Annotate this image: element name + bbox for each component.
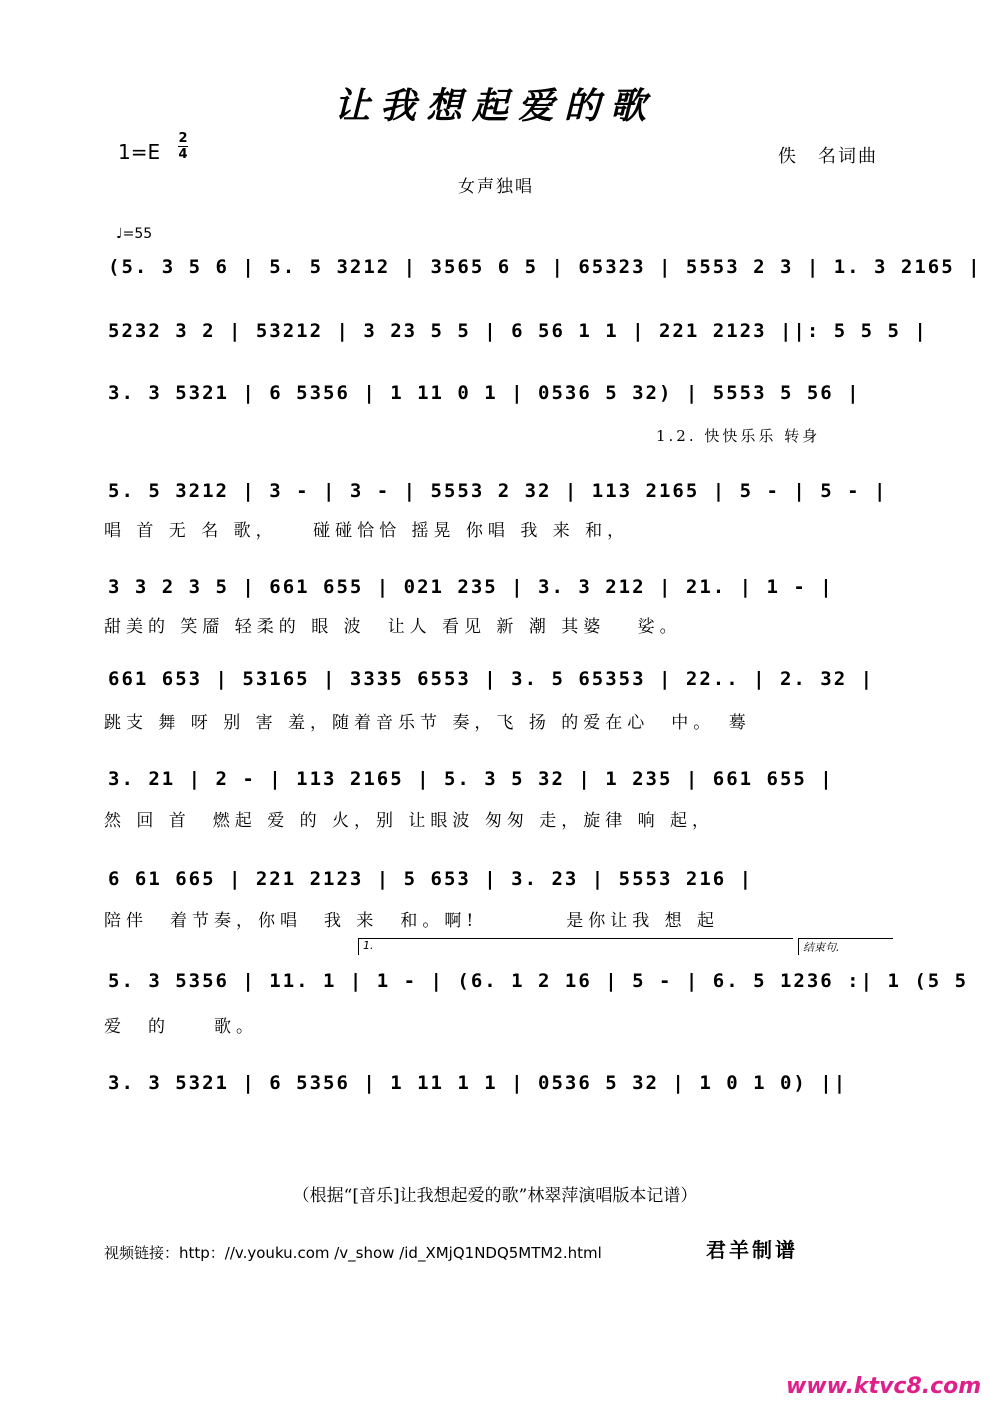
transcriber-signature: 君羊制谱 (706, 1238, 798, 1262)
key-signature: 1=E (118, 140, 161, 164)
score-row-7-notes: 3. 21 | 2 - | 113 2165 | 5. 3 5 32 | 1 235 | 661 655 | (108, 768, 834, 790)
score-row-4-notes: 5. 5 3212 | 3 - | 3 - | 5553 2 32 | 113 2165 | 5 - | 5 - | (108, 480, 888, 502)
score-row-3-lyrics: 1.2. 快快乐乐 转身 (656, 427, 821, 445)
transcription-note: （根据“[音乐]让我想起爱的歌”林翠萍演唱版本记谱） (292, 1186, 698, 1206)
score-row-3-notes: 3. 3 5321 | 6 5356 | 1 11 0 1 | 0536 5 32) | 5553 5 56 | (108, 382, 861, 404)
song-title: 让我想起爱的歌 (333, 85, 656, 127)
first-ending-bracket: 1. (358, 938, 793, 955)
score-row-10-notes: 3. 3 5321 | 6 5356 | 1 11 1 1 | 0536 5 32 | 1 0 1 0) || (108, 1072, 848, 1094)
meter-bottom: 4 (178, 147, 188, 162)
ending-bracket-label: 结束句. (798, 938, 893, 955)
meter-top: 2 (178, 131, 188, 146)
score-row-2-notes: 5232 3 2 | 53212 | 3 23 5 5 | 6 56 1 1 | 221 2123 ||: 5 5 5 | (108, 320, 928, 342)
score-row-5-lyrics: 甜美的 笑靥 轻柔的 眼 波 让人 看见 新 潮 其婆 娑。 (104, 617, 682, 637)
score-row-1-notes: (5. 3 5 6 | 5. 5 3212 | 3565 6 5 | 65323 | 5553 2 3 | 1. 3 2165 | (108, 256, 982, 278)
score-row-8-notes: 6 61 665 | 221 2123 | 5 653 | 3. 23 | 5553 216 | (108, 868, 754, 890)
video-link[interactable]: 视频链接：http：//v.youku.com /v_show /id_XMjQ1NDQ5MTM2.html (104, 1244, 602, 1262)
score-row-7-lyrics: 然 回 首 燃起 爱 的 火，别 让眼波 匆匆 走，旋律 响 起， (104, 811, 715, 831)
time-signature (178, 132, 188, 161)
score-row-9-notes: 5. 3 5356 | 11. 1 | 1 - | (6. 1 2 16 | 5 - | 6. 5 1236 :| 1 (5 5 (108, 970, 969, 992)
composer-credit: 佚 名词曲 (778, 146, 878, 167)
score-row-8-lyrics: 陪伴 着节奏，你唱 我 来 和。啊! 是你让我 想 起 (104, 911, 720, 931)
site-watermark: www.ktvc8.com (786, 1374, 982, 1399)
score-row-5-notes: 3 3 2 3 5 | 661 655 | 021 235 | 3. 3 212 | 21. | 1 - | (108, 576, 834, 598)
score-row-6-lyrics: 跳支 舞 呀 别 害 羞，随着音乐节 奏，飞 扬 的爱在心 中。 蓦 (104, 713, 751, 733)
vocal-type: 女声独唱 (458, 177, 534, 197)
score-row-6-notes: 661 653 | 53165 | 3335 6553 | 3. 5 65353 | 22.. | 2. 32 | (108, 668, 875, 690)
score-row-4-lyrics: 唱 首 无 名 歌， 碰碰恰恰 摇晃 你唱 我 来 和， (104, 521, 630, 541)
tempo-mark: ♩=55 (116, 226, 153, 242)
score-row-9-lyrics: 爱 的 歌。 (104, 1017, 258, 1037)
